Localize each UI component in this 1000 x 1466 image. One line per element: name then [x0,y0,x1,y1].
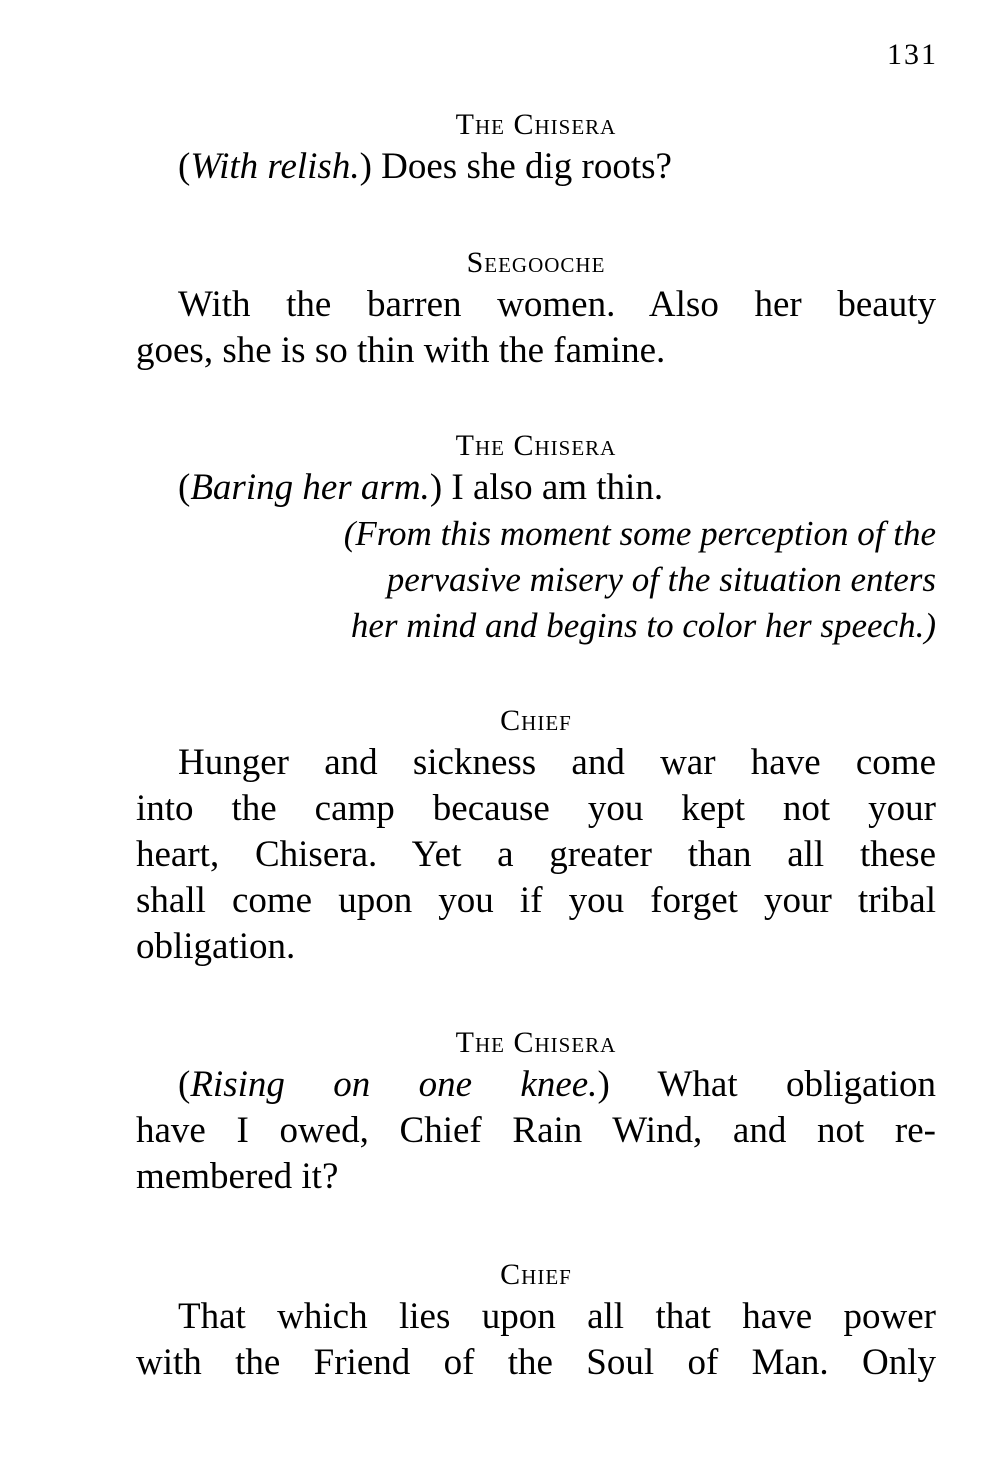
speech-line: (Rising on one knee.) What obligation [178,1064,937,1105]
speaker-name: Chief [500,1258,572,1291]
speech-line: have I owed, Chief Rain Wind, and not re- [136,1110,936,1151]
stage-direction: Baring her arm. [190,467,430,508]
speaker-name: Chief [500,704,572,737]
page-number: 131 [887,38,938,71]
speech-line: obligation. [136,926,296,967]
stage-direction-line: her mind and begins to color her speech.) [350,606,936,645]
speech-line: (With relish.) Does she dig roots? [178,146,672,187]
speech-line: With the barren women. Also her beauty [178,284,936,325]
speech-text: I also am thin. [451,467,664,508]
speech-chief-2 [136,1256,936,1386]
speaker-name: Seegooche [466,246,606,279]
speech-line: That which lies upon all that have power [178,1296,936,1337]
speech-the-chisera-2 [136,427,936,649]
speech-seegooche [136,244,936,374]
speech-line: Hunger and sickness and war have come [178,742,936,783]
stage-direction-line: (From this moment some perception of the [343,514,936,553]
speech-line: shall come upon you if you forget your tribal [136,880,936,921]
stage-direction-line: pervasive misery of the situation enters [386,560,936,599]
speech-the-chisera-3 [136,1024,936,1200]
speech-text: What obligation [657,1064,937,1105]
speech-line: with the Friend of the Soul of Man. Only [136,1342,936,1383]
stage-direction: With relish. [190,146,360,187]
speech-line: into the camp because you kept not your [136,788,936,829]
speaker-name: The Chisera [455,429,617,462]
speech-text: Does she dig roots? [381,146,672,187]
speech-chief-1 [136,702,936,970]
speaker-name: The Chisera [455,108,617,141]
speech-line: membered it? [136,1156,339,1197]
speech-line: goes, she is so thin with the famine. [136,330,666,371]
speech-line: heart, Chisera. Yet a greater than all these [136,834,936,875]
speech-line: (Baring her arm.) I also am thin. [178,467,664,508]
speaker-name: The Chisera [455,1026,617,1059]
stage-direction: Rising on one knee. [190,1064,598,1105]
speech-the-chisera-1 [136,106,936,190]
